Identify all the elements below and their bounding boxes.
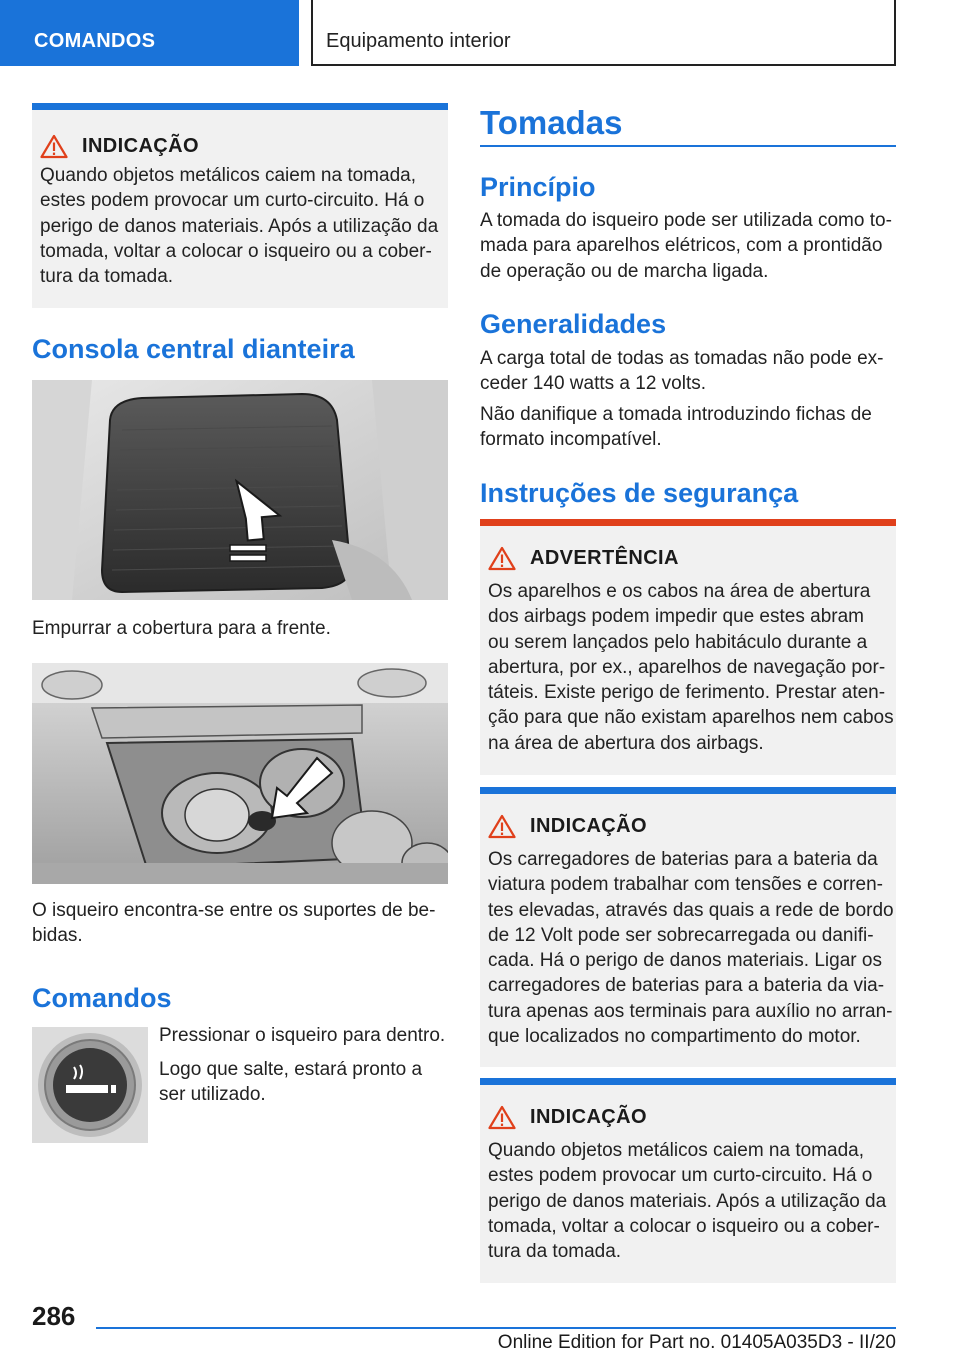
warning-triangle-icon [40, 134, 68, 159]
warning-triangle-icon [488, 546, 516, 571]
heading-rule [480, 145, 896, 147]
warning-title: ADVERTÊNCIA [488, 546, 679, 571]
warning-text: Os aparelhos e os cabos na área de abertura dos airbags podem impedir que estes abram ou serem lançados pelo habitáculo durante a abertura, por ex., aparelhos de navegação por- táteis. Existe perigo de ferimento. Prestar aten- ção para que não existam aparelhos nem cabos na área de abertura dos airbags. [488, 581, 894, 754]
notice-bar [480, 1078, 896, 1085]
section-tab [0, 0, 299, 66]
heading-safety: Instruções de segurança [480, 478, 799, 508]
warning-triangle-icon [488, 1105, 516, 1130]
notice-bar [480, 787, 896, 794]
notice-box-lighter [32, 103, 448, 308]
warning-box-airbags [480, 519, 896, 775]
footer-rule [96, 1327, 896, 1329]
notice-title: INDICAÇÃO [488, 814, 647, 839]
heading-controls: Comandos [32, 983, 172, 1013]
heading-sockets: Tomadas [480, 104, 623, 141]
controls-ready-text: Logo que salte, estará pronto a ser utilizado. [159, 1059, 423, 1106]
chapter-title: Equipamento interior [326, 30, 511, 52]
notice-text: Quando objetos metálicos caiem na tomada, estes podem provocar um curto-circuito. Há o perigo de danos materiais. Após a utilização da tomada, voltar a colocar o isqueiro ou a cober- tura da tomada. [488, 1140, 887, 1263]
illustration-console-cover [32, 380, 448, 600]
notice-bar [32, 103, 448, 110]
principle-text: A tomada do isqueiro pode ser utilizada como to- mada para aparelhos elétricos, com a prontidão de operação ou de marcha ligada. [480, 210, 892, 282]
notice-text: Quando objetos metálicos caiem na tomada, estes podem provocar um curto-circuito. Há o perigo de danos materiais. Após a utilização da tomada, voltar a colocar o isqueiro ou a cober- tura da tomada. [40, 165, 439, 288]
illustration-lighter-location [32, 663, 448, 884]
notice-box-lighter-2 [480, 1078, 896, 1283]
caption-lighter-location: O isqueiro encontra-se entre os suportes de be- bidas. [32, 900, 436, 947]
general-text-2: Não danifique a tomada introduzindo fichas de formato incompatível. [480, 404, 872, 451]
caption-push-cover: Empurrar a cobertura para a frente. [32, 618, 331, 639]
footer-edition: Online Edition for Part no. 01405A035D3 - II/20 [497, 1332, 896, 1353]
notice-title: INDICAÇÃO [40, 134, 199, 159]
notice-title: INDICAÇÃO [488, 1105, 647, 1130]
heading-center-console: Consola central dianteira [32, 334, 355, 364]
notice-text: Os carregadores de baterias para a bateria da viatura podem trabalhar com tensões e corren- tes elevadas, através das quais a rede de bordo de 12 Volt pode ser sobrecarregada ou danifi- cada. Há o perigo de danos materiais. Ligar os carregadores de baterias para a bateria da via- tura apenas aos terminais para auxílio no arran- que localizados no compartimento do motor. [488, 849, 894, 1048]
chapter-tab [311, 0, 896, 66]
warning-triangle-icon [488, 814, 516, 839]
heading-principle: Princípio [480, 172, 596, 202]
section-title: COMANDOS [34, 30, 156, 52]
general-text-1: A carga total de todas as tomadas não pode ex- ceder 140 watts a 12 volts. [480, 348, 884, 395]
heading-general: Generalidades [480, 309, 667, 339]
notice-box-chargers [480, 787, 896, 1067]
warning-bar [480, 519, 896, 526]
controls-press-text: Pressionar o isqueiro para dentro. [159, 1025, 446, 1046]
page-number: 286 [32, 1301, 76, 1331]
lighter-button-image [32, 1027, 148, 1143]
